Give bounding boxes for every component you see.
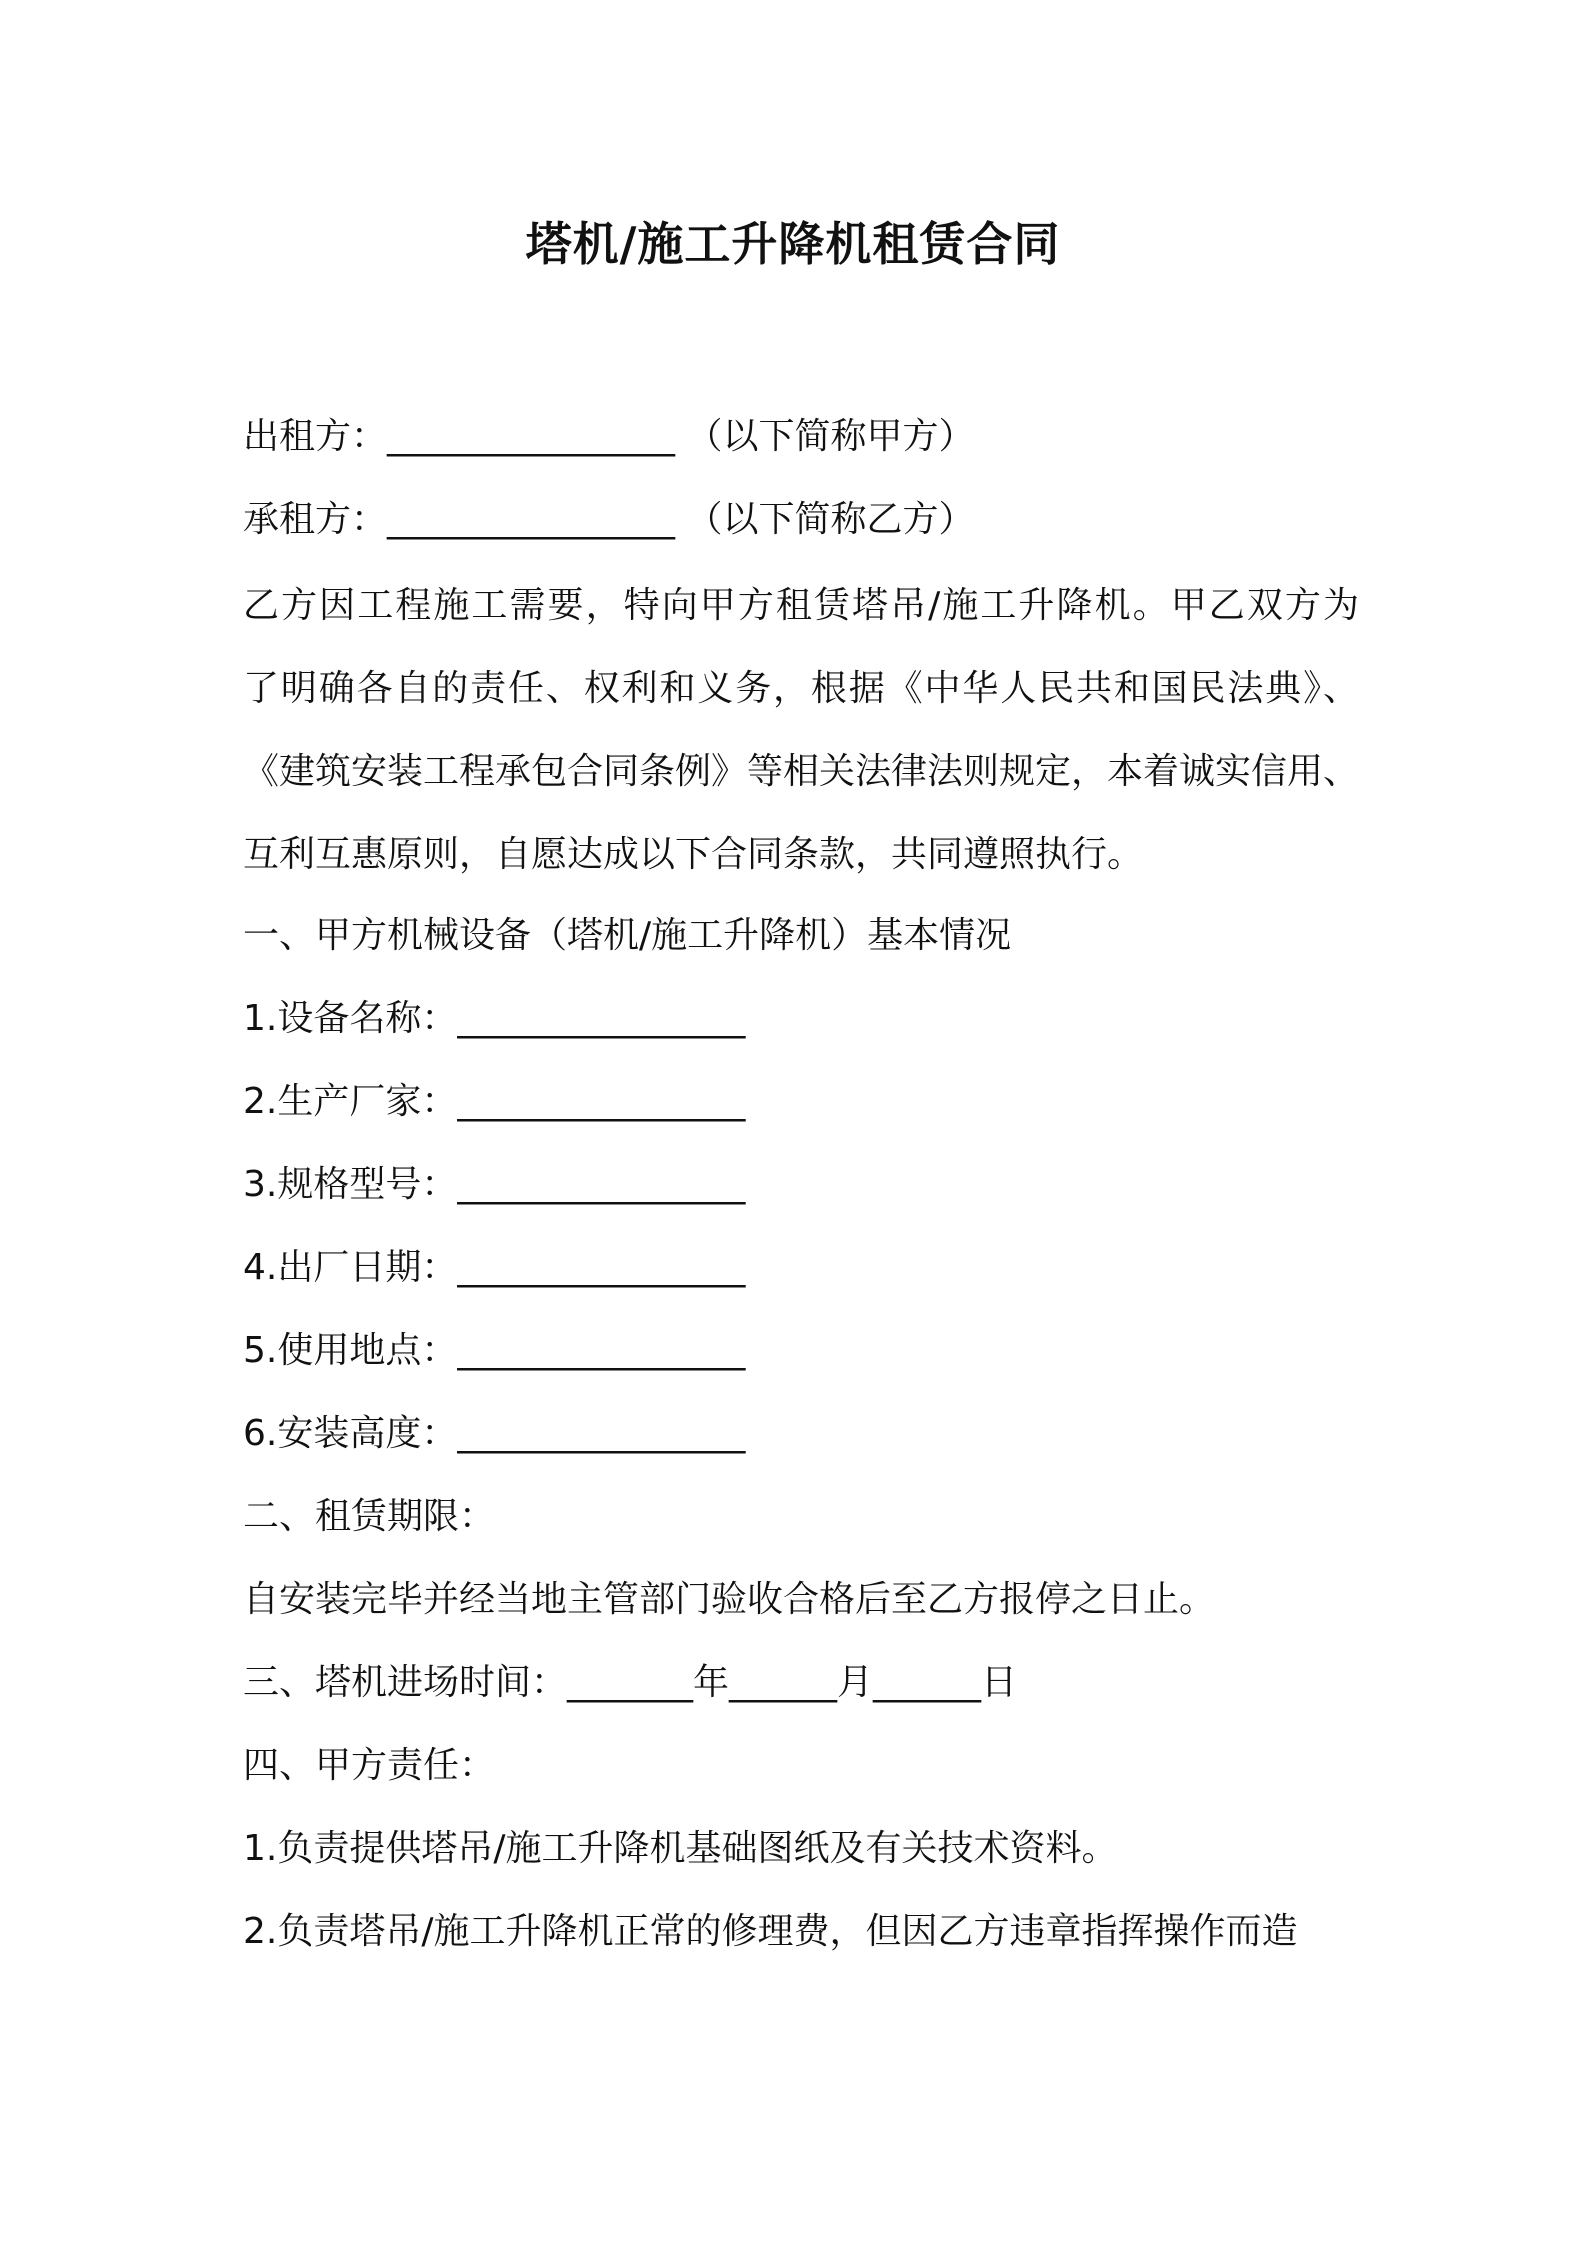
preamble-paragraph: [243, 564, 1359, 896]
equipment-name-item: 1.设备名称：________________: [243, 998, 746, 1039]
section3-line: 三、塔机进场时间：_______年______月______日: [243, 1662, 1018, 1703]
preamble-line: 乙方因工程施工需要，特向甲方租赁塔吊/施工升降机。甲乙双方为: [243, 585, 1359, 626]
manufacturer-item: 2.生产厂家：________________: [243, 1081, 746, 1122]
section2-heading: 二、租赁期限：: [243, 1496, 496, 1537]
preamble-line: 互利互惠原则，自愿达成以下合同条款，共同遵照执行。: [243, 834, 1144, 875]
section4-item: 2.负责塔吊/施工升降机正常的修理费，但因乙方违章指挥操作而造: [243, 1911, 1298, 1952]
model-item: 3.规格型号：________________: [243, 1164, 746, 1205]
location-item: 5.使用地点：________________: [243, 1330, 746, 1371]
document-title: 塔机/施工升降机租赁合同: [525, 217, 1061, 271]
lessee-line: 承租方：________________ （以下简称乙方）: [243, 499, 975, 540]
preamble-line: 了明确各自的责任、权利和义务，根据《中华人民共和国民法典》、: [243, 668, 1359, 709]
section1-heading: 一、甲方机械设备（塔机/施工升降机）基本情况: [243, 915, 1012, 956]
section4-heading: 四、甲方责任：: [243, 1745, 496, 1786]
production-date-item: 4.出厂日期：________________: [243, 1247, 746, 1288]
preamble-line: 《建筑安装工程承包合同条例》等相关法律法则规定，本着诚实信用、: [243, 751, 1360, 792]
lessor-line: 出租方：________________ （以下简称甲方）: [243, 416, 975, 457]
section2-text: 自安装完毕并经当地主管部门验收合格后至乙方报停之日止。: [243, 1579, 1216, 1620]
section4-item: 1.负责提供塔吊/施工升降机基础图纸及有关技术资料。: [243, 1828, 1118, 1869]
install-height-item: 6.安装高度：________________: [243, 1413, 746, 1454]
